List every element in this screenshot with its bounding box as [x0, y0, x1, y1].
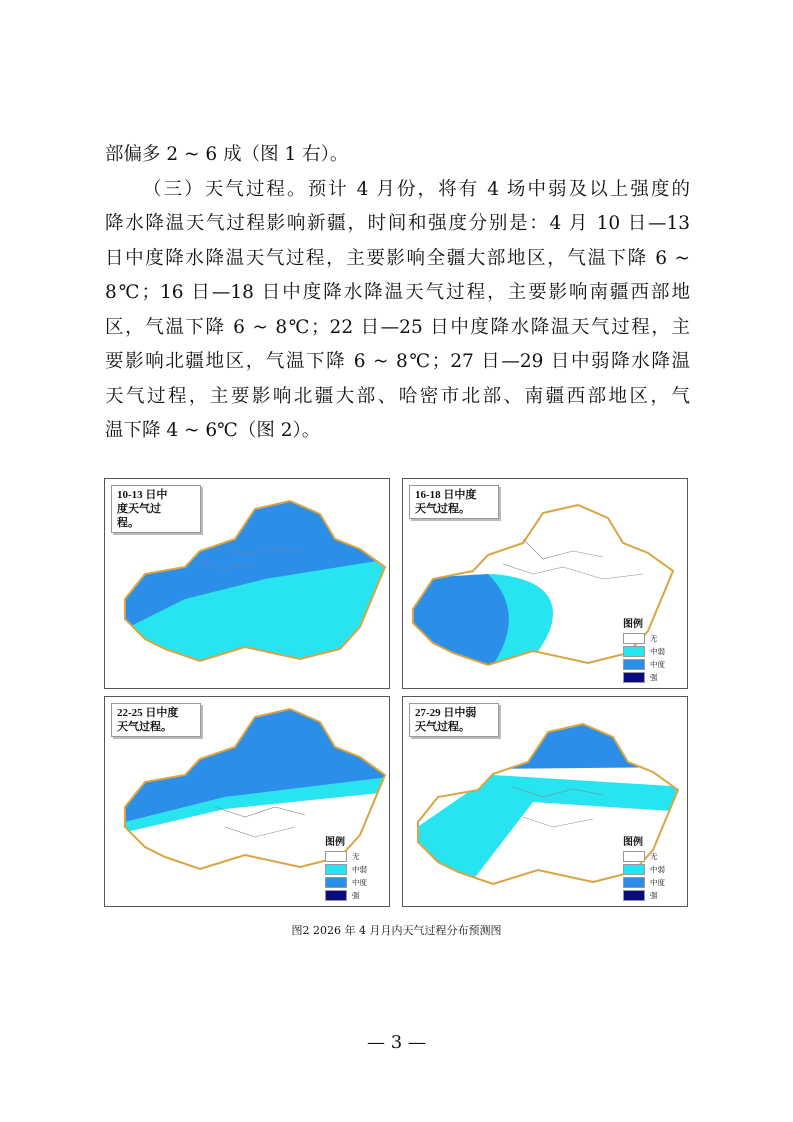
map-legend: 图例 无 中弱 中度 强: [623, 619, 665, 682]
figure-caption: 图2 2026 年 4 月月内天气过程分布预测图: [291, 924, 502, 937]
legend-swatch: [325, 890, 347, 901]
map-panel-22-25: [104, 696, 390, 907]
forecast-figure: [104, 478, 690, 912]
legend-swatch: [325, 864, 347, 875]
text-line: 区，气温下降 6 ~ 8℃；22 日—25 日中度降水降温天气过程，主: [105, 316, 690, 338]
map-legend: 图例 无 中弱 中度 强: [325, 837, 367, 900]
text-line: （三）天气过程。预计 4 月份，将有 4 场中弱及以上强度的: [143, 178, 690, 200]
moderate-zone: [403, 574, 509, 688]
legend-swatch: [623, 672, 645, 683]
text-line: 8℃；16 日—18 日中度降水降温天气过程，主要影响南疆西部地: [105, 282, 690, 303]
legend-swatch: [623, 646, 645, 657]
map-panel-10-13: [104, 478, 390, 689]
callout-label: 22-25 日中度 天气过程。: [111, 703, 201, 737]
map-legend: 图例 无 中弱 中度 强: [623, 837, 665, 900]
body-text: [105, 138, 690, 449]
callout-label: 10-13 日中 度天气过 程。: [111, 485, 201, 533]
text-line: 天气过程，主要影响北疆大部、哈密市北部、南疆西部地区，气: [105, 385, 690, 407]
legend-swatch: [623, 659, 645, 670]
legend-swatch: [325, 851, 347, 862]
text-line: 部偏多 2 ~ 6 成（图 1 右）。: [105, 144, 349, 165]
legend-swatch: [623, 890, 645, 901]
text-line: 日中度降水降温天气过程，主要影响全疆大部地区，气温下降 6 ~: [105, 247, 690, 269]
legend-swatch: [623, 877, 645, 888]
legend-swatch: [623, 633, 645, 644]
legend-swatch: [623, 851, 645, 862]
legend-swatch: [623, 864, 645, 875]
text-line: 降水降温天气过程影响新疆，时间和强度分别是：4 月 10 日—13: [105, 213, 690, 234]
legend-swatch: [325, 877, 347, 888]
map-panel-27-29: [402, 696, 688, 907]
text-line: 温下降 4 ~ 6℃（图 2）。: [105, 420, 321, 441]
moderate-zone: [483, 697, 687, 769]
callout-label: 27-29 日中弱 天气过程。: [409, 703, 499, 737]
callout-label: 16-18 日中度 天气过程。: [409, 485, 499, 519]
page-number: — 3 —: [367, 1032, 426, 1053]
text-line: 要影响北疆地区，气温下降 6 ~ 8℃；27 日—29 日中弱降水降温: [105, 351, 690, 372]
map-panel-16-18: [402, 478, 688, 689]
